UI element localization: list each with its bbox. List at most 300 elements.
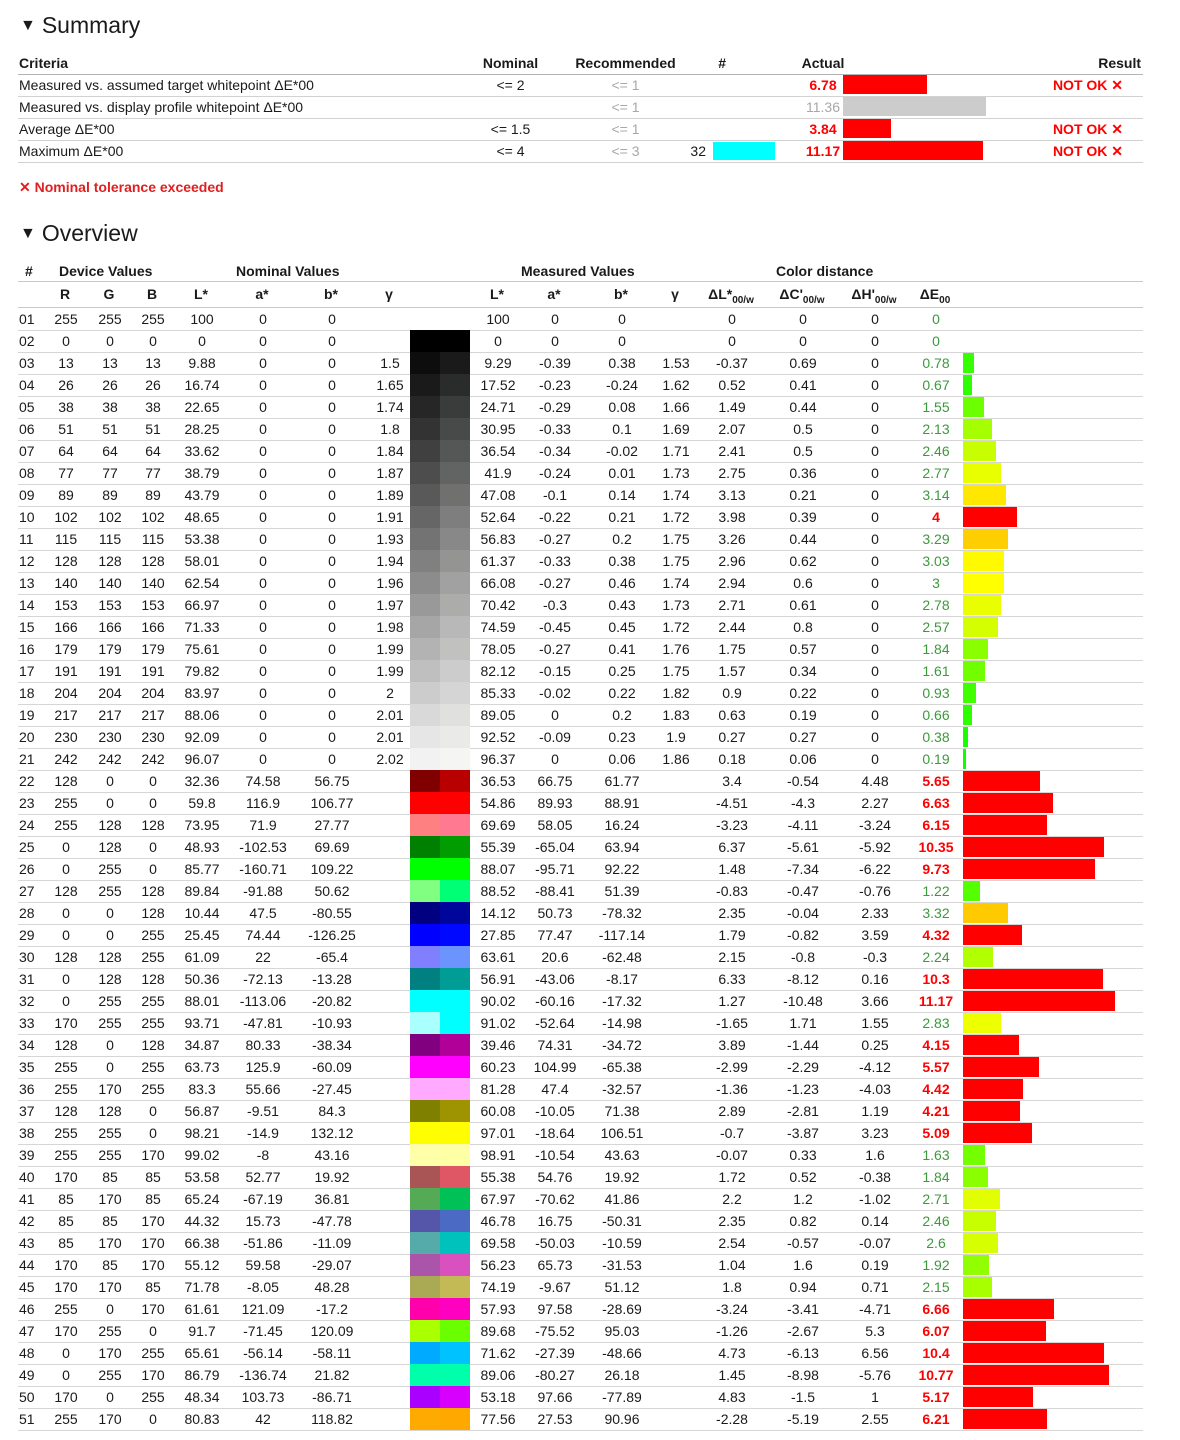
nominal-a: 0 bbox=[259, 399, 267, 415]
delta-h: 0.71 bbox=[861, 1279, 889, 1295]
nominal-b: 0 bbox=[328, 685, 336, 701]
measured-color-swatch bbox=[440, 528, 470, 550]
device-r: 170 bbox=[54, 1323, 78, 1339]
nominal-gamma: 2.01 bbox=[376, 729, 404, 745]
delta-c: -6.13 bbox=[787, 1345, 819, 1361]
measured-color-swatch bbox=[440, 1034, 470, 1056]
device-b: 0 bbox=[149, 839, 157, 855]
nominal-b: 118.82 bbox=[311, 1411, 353, 1427]
measured-color-swatch bbox=[440, 1188, 470, 1210]
nominal-b: 27.77 bbox=[314, 817, 350, 833]
delta-l: 1.79 bbox=[718, 927, 746, 943]
delta-h: 0 bbox=[871, 421, 879, 437]
table-row bbox=[18, 1078, 1143, 1101]
measured-a: -0.33 bbox=[539, 553, 571, 569]
device-g: 128 bbox=[98, 971, 122, 987]
nominal-gamma: 1.65 bbox=[376, 377, 404, 393]
device-r: 170 bbox=[54, 1015, 78, 1031]
nominal-b: -11.09 bbox=[312, 1235, 352, 1251]
row-number: 10 bbox=[19, 509, 35, 525]
nominal-value: <= 4 bbox=[496, 143, 525, 159]
delta-h: 3.59 bbox=[861, 927, 889, 943]
delta-h: -4.71 bbox=[859, 1301, 891, 1317]
measured-a: -0.15 bbox=[539, 663, 571, 679]
device-r: 102 bbox=[54, 509, 78, 525]
nominal-l: 92.09 bbox=[184, 729, 220, 745]
recommended-header: Recommended bbox=[575, 55, 676, 71]
delta-e: 2.6 bbox=[926, 1235, 946, 1251]
nominal-b: -27.45 bbox=[312, 1081, 352, 1097]
device-b: 255 bbox=[141, 1081, 165, 1097]
delta-c: 0.6 bbox=[793, 575, 813, 591]
device-r: 255 bbox=[54, 1411, 78, 1427]
device-g: 128 bbox=[98, 817, 122, 833]
col-g: G bbox=[103, 286, 115, 302]
table-row bbox=[18, 462, 1143, 485]
device-r: 255 bbox=[54, 311, 78, 327]
device-r: 0 bbox=[62, 971, 70, 987]
measured-b: 0.45 bbox=[608, 619, 636, 635]
measured-b: 41.86 bbox=[604, 1191, 640, 1207]
device-b: 85 bbox=[145, 1191, 161, 1207]
nominal-gamma: 1.98 bbox=[376, 619, 404, 635]
device-b: 0 bbox=[149, 795, 157, 811]
table-row bbox=[18, 1166, 1143, 1189]
table-row bbox=[18, 484, 1143, 507]
delta-e-bar bbox=[963, 771, 1040, 791]
nominal-gamma bbox=[370, 1408, 410, 1430]
measured-color-swatch bbox=[440, 594, 470, 616]
nominal-header: Nominal bbox=[482, 55, 539, 71]
nominal-gamma bbox=[370, 1276, 410, 1298]
delta-l: 2.44 bbox=[718, 619, 746, 635]
delta-h: 0 bbox=[871, 443, 879, 459]
device-g: 255 bbox=[98, 1015, 122, 1031]
nominal-l: 48.93 bbox=[184, 839, 220, 855]
delta-e: 0 bbox=[932, 311, 940, 327]
measured-a: 97.66 bbox=[537, 1389, 573, 1405]
delta-l: 2.2 bbox=[722, 1191, 742, 1207]
nominal-b: 0 bbox=[328, 663, 336, 679]
measured-gamma bbox=[656, 330, 696, 352]
delta-e: 6.66 bbox=[922, 1301, 950, 1317]
device-b: 255 bbox=[141, 1389, 165, 1405]
criteria-label: Maximum ΔE*00 bbox=[19, 143, 124, 159]
measured-a: -0.34 bbox=[539, 443, 571, 459]
delta-l: -1.65 bbox=[716, 1015, 748, 1031]
nominal-b: 0 bbox=[328, 619, 336, 635]
nominal-l: 33.62 bbox=[184, 443, 220, 459]
measured-l: 91.02 bbox=[480, 1015, 516, 1031]
delta-e-bar bbox=[963, 1035, 1019, 1055]
measured-color-swatch bbox=[440, 1320, 470, 1342]
row-number: 46 bbox=[19, 1301, 35, 1317]
device-r: 85 bbox=[58, 1213, 74, 1229]
device-b: 128 bbox=[141, 883, 165, 899]
nominal-gamma bbox=[370, 990, 410, 1012]
delta-l: 4.83 bbox=[718, 1389, 746, 1405]
nominal-color-swatch bbox=[410, 1012, 440, 1034]
delta-e: 11.17 bbox=[918, 993, 954, 1009]
delta-e-bar bbox=[963, 353, 974, 373]
nominal-b: 43.16 bbox=[314, 1147, 350, 1163]
nominal-b: -58.11 bbox=[312, 1345, 352, 1361]
device-g: 170 bbox=[98, 1345, 122, 1361]
device-values-header: Device Values bbox=[59, 263, 153, 279]
delta-l: 0.18 bbox=[718, 751, 746, 767]
nominal-gamma bbox=[370, 1188, 410, 1210]
device-b: 255 bbox=[141, 311, 165, 327]
delta-e: 2.46 bbox=[922, 1213, 950, 1229]
measured-l: 60.08 bbox=[480, 1103, 516, 1119]
measured-b: 0.22 bbox=[608, 685, 636, 701]
delta-e: 10.77 bbox=[918, 1367, 954, 1383]
nominal-gamma: 1.84 bbox=[376, 443, 404, 459]
table-row bbox=[18, 770, 1143, 793]
divider bbox=[18, 281, 1143, 282]
tolerance-note: ✕ Nominal tolerance exceeded bbox=[19, 179, 224, 195]
measured-gamma bbox=[656, 1188, 696, 1210]
measured-a: -0.29 bbox=[539, 399, 571, 415]
nominal-l: 48.65 bbox=[184, 509, 220, 525]
measured-b: 0.08 bbox=[608, 399, 636, 415]
delta-e: 0.67 bbox=[922, 377, 950, 393]
delta-e-bar bbox=[963, 639, 988, 659]
col-b: B bbox=[146, 286, 158, 302]
nominal-a: -47.81 bbox=[243, 1015, 283, 1031]
delta-h: 3.66 bbox=[861, 993, 889, 1009]
measured-a: 16.75 bbox=[537, 1213, 573, 1229]
delta-e: 6.63 bbox=[922, 795, 950, 811]
nominal-b: 0 bbox=[328, 641, 336, 657]
delta-h: 0 bbox=[871, 597, 879, 613]
delta-c: 0.61 bbox=[789, 597, 817, 613]
row-number: 26 bbox=[19, 861, 35, 877]
delta-l: 0.52 bbox=[718, 377, 746, 393]
delta-l: -0.7 bbox=[719, 1125, 745, 1141]
delta-h: 0 bbox=[871, 333, 879, 349]
measured-color-swatch bbox=[440, 484, 470, 506]
measured-gamma bbox=[656, 308, 696, 330]
measured-a: -0.09 bbox=[539, 729, 571, 745]
measured-b: -78.32 bbox=[602, 905, 642, 921]
device-r: 230 bbox=[54, 729, 78, 745]
nominal-a: -102.53 bbox=[239, 839, 287, 855]
device-r: 128 bbox=[54, 773, 78, 789]
nominal-a: 0 bbox=[259, 355, 267, 371]
delta-c: 0 bbox=[799, 311, 807, 327]
num-group-header: # bbox=[25, 263, 33, 279]
delta-l: 2.35 bbox=[718, 1213, 746, 1229]
device-g: 191 bbox=[98, 663, 122, 679]
nominal-a: 74.58 bbox=[245, 773, 281, 789]
device-b: 170 bbox=[141, 1235, 165, 1251]
table-row bbox=[18, 638, 1143, 661]
nominal-l: 88.06 bbox=[184, 707, 220, 723]
row-number: 36 bbox=[19, 1081, 35, 1097]
device-b: 128 bbox=[141, 553, 165, 569]
actual-bar bbox=[843, 75, 927, 94]
delta-e-bar bbox=[963, 727, 968, 747]
measured-b: -48.66 bbox=[602, 1345, 642, 1361]
nominal-color-swatch bbox=[410, 1210, 440, 1232]
device-b: 204 bbox=[141, 685, 165, 701]
measured-gamma: 1.53 bbox=[662, 355, 690, 371]
delta-c: -0.04 bbox=[787, 905, 819, 921]
nominal-b: -60.09 bbox=[312, 1059, 352, 1075]
device-g: 140 bbox=[98, 575, 122, 591]
table-row bbox=[18, 572, 1143, 595]
row-number: 43 bbox=[19, 1235, 35, 1251]
nominal-color-swatch bbox=[410, 1166, 440, 1188]
table-row bbox=[18, 1342, 1143, 1365]
row-number: 12 bbox=[19, 553, 35, 569]
measured-a: -70.62 bbox=[535, 1191, 575, 1207]
measured-gamma: 1.75 bbox=[662, 531, 690, 547]
delta-l: 0 bbox=[728, 333, 736, 349]
nominal-a: -113.06 bbox=[239, 993, 287, 1009]
col-delta-c: $\Delta C'_{00/w}$ bbox=[779, 286, 825, 306]
actual-value: 11.17 bbox=[805, 143, 841, 159]
device-g: 170 bbox=[98, 1411, 122, 1427]
col-nominal-gamma: γ bbox=[385, 286, 393, 302]
delta-e-bar bbox=[963, 1387, 1033, 1407]
measured-l: 41.9 bbox=[484, 465, 512, 481]
delta-h: 0 bbox=[871, 685, 879, 701]
delta-l: -3.23 bbox=[716, 817, 748, 833]
delta-c: -5.61 bbox=[787, 839, 819, 855]
measured-color-swatch bbox=[440, 1342, 470, 1364]
nominal-gamma bbox=[370, 1056, 410, 1078]
nominal-color-swatch bbox=[410, 1034, 440, 1056]
delta-c: 0.22 bbox=[789, 685, 817, 701]
device-r: 128 bbox=[54, 1037, 78, 1053]
nominal-color-swatch bbox=[410, 352, 440, 374]
device-b: 102 bbox=[141, 509, 165, 525]
delta-c: -4.3 bbox=[790, 795, 816, 811]
nominal-gamma bbox=[370, 770, 410, 792]
delta-l: 3.26 bbox=[718, 531, 746, 547]
delta-h: 0 bbox=[871, 509, 879, 525]
delta-e: 2.57 bbox=[922, 619, 950, 635]
nominal-gamma bbox=[370, 902, 410, 924]
measured-color-swatch bbox=[440, 330, 470, 352]
device-g: 153 bbox=[98, 597, 122, 613]
nominal-color-swatch bbox=[410, 1188, 440, 1210]
nominal-gamma bbox=[370, 1144, 410, 1166]
nominal-b: -38.34 bbox=[312, 1037, 352, 1053]
row-number: 31 bbox=[19, 971, 35, 987]
nominal-gamma bbox=[370, 1012, 410, 1034]
recommended-value: <= 1 bbox=[611, 99, 640, 115]
measured-gamma bbox=[656, 858, 696, 880]
row-number: 38 bbox=[19, 1125, 35, 1141]
row-number: 41 bbox=[19, 1191, 35, 1207]
nominal-color-swatch bbox=[410, 440, 440, 462]
delta-c: 0.5 bbox=[793, 443, 813, 459]
measured-l: 69.58 bbox=[480, 1235, 516, 1251]
overview-heading[interactable]: ▼ Overview bbox=[20, 220, 138, 246]
table-row bbox=[18, 1188, 1143, 1211]
nominal-gamma bbox=[370, 968, 410, 990]
nominal-l: 71.33 bbox=[184, 619, 220, 635]
nominal-color-swatch bbox=[410, 1232, 440, 1254]
table-row bbox=[18, 396, 1143, 419]
device-b: 128 bbox=[141, 1037, 165, 1053]
table-row bbox=[18, 858, 1143, 881]
delta-h: 0 bbox=[871, 465, 879, 481]
measured-gamma bbox=[656, 814, 696, 836]
col-delta-l: $\Delta L*_{00/w}$ bbox=[708, 286, 754, 306]
nominal-b: -20.82 bbox=[312, 993, 352, 1009]
measured-l: 56.83 bbox=[480, 531, 516, 547]
measured-l: 74.59 bbox=[480, 619, 516, 635]
measured-l: 56.23 bbox=[480, 1257, 516, 1273]
device-b: 77 bbox=[145, 465, 161, 481]
delta-e: 10.35 bbox=[918, 839, 954, 855]
device-g: 0 bbox=[106, 1059, 114, 1075]
delta-c: -1.44 bbox=[787, 1037, 819, 1053]
measured-a: -0.27 bbox=[539, 575, 571, 591]
nominal-l: 38.79 bbox=[184, 465, 220, 481]
row-number: 42 bbox=[19, 1213, 35, 1229]
nominal-a: 0 bbox=[259, 377, 267, 393]
measured-color-swatch bbox=[440, 1232, 470, 1254]
device-g: 0 bbox=[106, 927, 114, 943]
row-number: 50 bbox=[19, 1389, 35, 1405]
measured-gamma: 1.86 bbox=[662, 751, 690, 767]
delta-l: -2.28 bbox=[716, 1411, 748, 1427]
delta-l: -2.99 bbox=[716, 1059, 748, 1075]
nominal-b: 0 bbox=[328, 487, 336, 503]
measured-a: -18.64 bbox=[535, 1125, 575, 1141]
device-g: 255 bbox=[98, 861, 122, 877]
measured-a: 77.47 bbox=[537, 927, 573, 943]
delta-e: 2.15 bbox=[922, 1279, 950, 1295]
measured-l: 27.85 bbox=[480, 927, 516, 943]
device-g: 89 bbox=[102, 487, 118, 503]
measured-a: -80.27 bbox=[535, 1367, 575, 1383]
nominal-b: 109.22 bbox=[310, 861, 354, 877]
nominal-b: 19.92 bbox=[314, 1169, 350, 1185]
measured-a: 0 bbox=[551, 707, 559, 723]
delta-e-bar bbox=[963, 1277, 992, 1297]
delta-h: -6.22 bbox=[859, 861, 891, 877]
measured-color-swatch bbox=[440, 1166, 470, 1188]
nominal-a: 125.9 bbox=[245, 1059, 281, 1075]
table-row bbox=[18, 682, 1143, 705]
table-row bbox=[18, 814, 1143, 837]
summary-heading[interactable]: ▼ Summary bbox=[20, 12, 141, 38]
nominal-gamma bbox=[370, 330, 410, 352]
nominal-a: -51.86 bbox=[243, 1235, 283, 1251]
nominal-a: 22 bbox=[255, 949, 271, 965]
device-r: 51 bbox=[58, 421, 74, 437]
measured-l: 61.37 bbox=[480, 553, 516, 569]
row-number: 05 bbox=[19, 399, 35, 415]
nominal-a: 59.58 bbox=[245, 1257, 281, 1273]
row-number: 01 bbox=[19, 311, 35, 327]
delta-e: 0 bbox=[932, 333, 940, 349]
device-r: 128 bbox=[54, 1103, 78, 1119]
row-number: 02 bbox=[19, 333, 35, 349]
nominal-b: 0 bbox=[328, 707, 336, 723]
nominal-a: 0 bbox=[259, 575, 267, 591]
device-g: 242 bbox=[98, 751, 122, 767]
row-number: 14 bbox=[19, 597, 35, 613]
measured-color-swatch bbox=[440, 1408, 470, 1430]
table-row bbox=[18, 1298, 1143, 1321]
nominal-l: 58.01 bbox=[184, 553, 220, 569]
delta-h: 0.25 bbox=[861, 1037, 889, 1053]
measured-color-swatch bbox=[440, 792, 470, 814]
measured-l: 63.61 bbox=[480, 949, 516, 965]
device-g: 115 bbox=[98, 531, 122, 547]
row-number: 18 bbox=[19, 685, 35, 701]
nominal-gamma: 1.89 bbox=[376, 487, 404, 503]
nominal-b: -17.2 bbox=[316, 1301, 348, 1317]
nominal-gamma bbox=[370, 1034, 410, 1056]
delta-e: 6.15 bbox=[922, 817, 950, 833]
nominal-color-swatch bbox=[410, 836, 440, 858]
nominal-color-swatch bbox=[410, 660, 440, 682]
device-r: 153 bbox=[54, 597, 78, 613]
nominal-color-swatch bbox=[410, 616, 440, 638]
measured-b: 0.21 bbox=[608, 509, 636, 525]
measured-gamma bbox=[656, 770, 696, 792]
device-g: 204 bbox=[98, 685, 122, 701]
delta-c: -0.47 bbox=[787, 883, 819, 899]
measured-b: 0.25 bbox=[608, 663, 636, 679]
measured-color-swatch bbox=[440, 990, 470, 1012]
nominal-a: 0 bbox=[259, 685, 267, 701]
nominal-color-swatch bbox=[410, 1364, 440, 1386]
measured-gamma bbox=[656, 1166, 696, 1188]
device-g: 128 bbox=[98, 839, 122, 855]
nominal-l: 88.01 bbox=[184, 993, 220, 1009]
table-row bbox=[18, 1254, 1143, 1277]
delta-h: -0.07 bbox=[859, 1235, 891, 1251]
delta-e: 1.55 bbox=[922, 399, 950, 415]
nominal-color-swatch bbox=[410, 682, 440, 704]
device-r: 166 bbox=[54, 619, 78, 635]
device-r: 140 bbox=[54, 575, 78, 591]
measured-l: 98.91 bbox=[480, 1147, 516, 1163]
delta-l: 2.94 bbox=[718, 575, 746, 591]
delta-e: 9.73 bbox=[922, 861, 950, 877]
row-number: 49 bbox=[19, 1367, 35, 1383]
row-number: 17 bbox=[19, 663, 35, 679]
delta-e-bar bbox=[963, 903, 1008, 923]
delta-e: 2.24 bbox=[922, 949, 950, 965]
device-b: 38 bbox=[145, 399, 161, 415]
device-g: 0 bbox=[106, 1389, 114, 1405]
device-g: 77 bbox=[102, 465, 118, 481]
device-r: 13 bbox=[58, 355, 74, 371]
nominal-a: 121.09 bbox=[241, 1301, 285, 1317]
table-row bbox=[18, 506, 1143, 529]
device-b: 0 bbox=[149, 333, 157, 349]
delta-e: 1.84 bbox=[922, 641, 950, 657]
measured-a: 65.73 bbox=[537, 1257, 573, 1273]
delta-c: 0.57 bbox=[789, 641, 817, 657]
row-number: 24 bbox=[19, 817, 35, 833]
device-b: 255 bbox=[141, 1345, 165, 1361]
measured-l: 70.42 bbox=[480, 597, 516, 613]
nominal-l: 28.25 bbox=[184, 421, 220, 437]
measured-l: 55.39 bbox=[480, 839, 516, 855]
delta-h: 0 bbox=[871, 707, 879, 723]
